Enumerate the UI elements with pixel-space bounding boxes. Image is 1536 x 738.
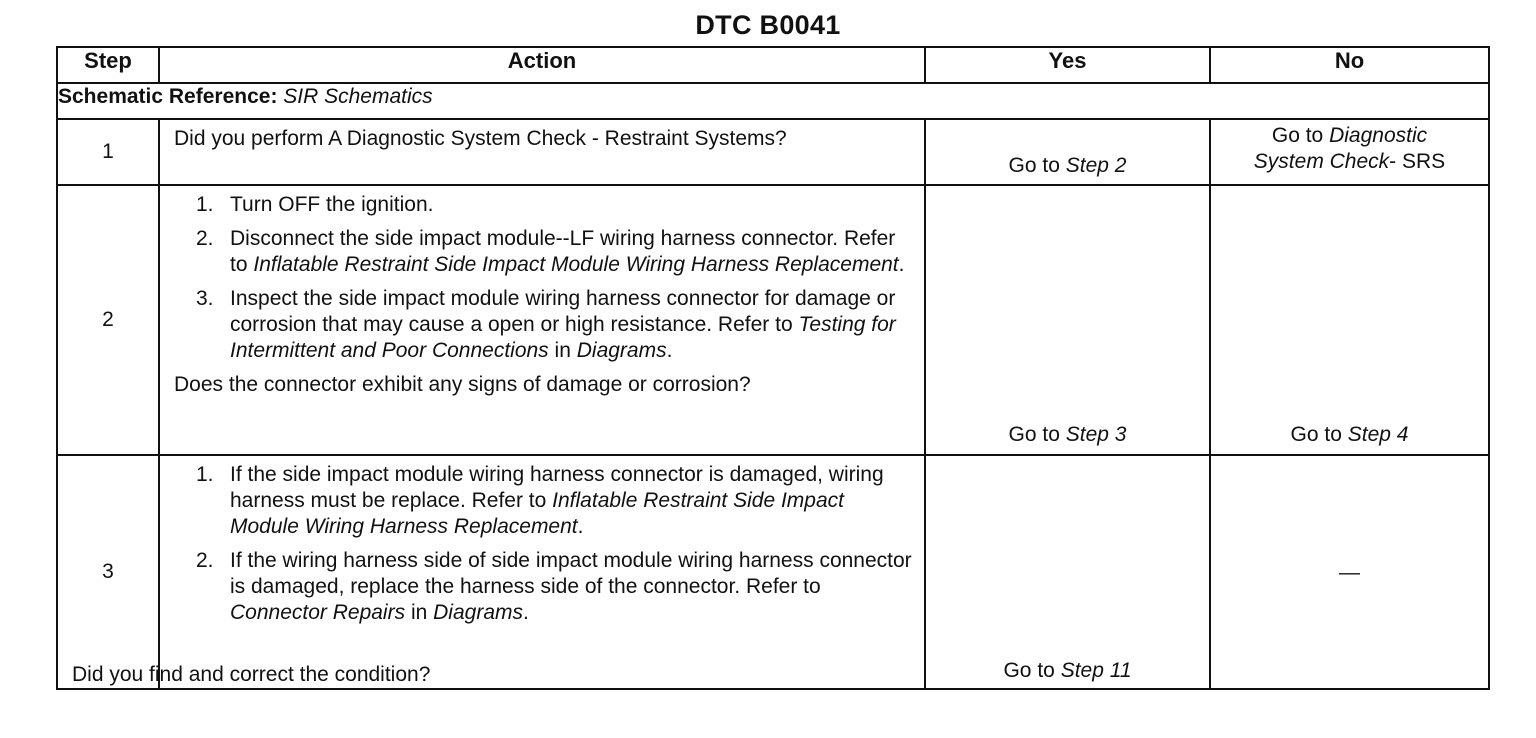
no-cell	[1210, 185, 1489, 455]
reference-link[interactable]: Connector Repairs	[230, 601, 406, 624]
col-header-no: No	[1210, 47, 1489, 83]
dtc-table	[56, 46, 1490, 690]
col-header-yes: Yes	[925, 47, 1210, 83]
step-question: Does the connector exhibit any signs of damage or corrosion?	[174, 373, 751, 396]
col-header-action: Action	[159, 47, 925, 83]
action-cell	[159, 119, 925, 185]
page-title: DTC B0041	[695, 10, 841, 40]
sub-step-list	[174, 192, 916, 364]
sub-step-list	[174, 462, 916, 626]
list-item: 3. Inspect the side impact module wiring harness connector for damage or corrosion that may cause a open or high resistance. Refer to Testing for Intermittent and Poor Connections in Diagrams.	[196, 287, 896, 362]
list-item: 2. Disconnect the side impact module--LF wiring harness connector. Refer to Inflatable Restraint Side Impact Module Wiring Harness Replacement.	[196, 227, 905, 276]
yes-cell	[925, 119, 1210, 185]
reference-link[interactable]: Testing for Intermittent and Poor Connections	[230, 313, 896, 362]
yes-action[interactable]: Go to Step 2	[1008, 154, 1127, 177]
col-header-step: Step	[57, 47, 159, 83]
yes-action[interactable]: Go to Step 11	[1003, 659, 1132, 682]
table-row	[57, 455, 1489, 689]
reference-link[interactable]: Inflatable Restraint Side Impact Module Wiring Harness Replacement	[253, 253, 899, 276]
list-item: 1. If the side impact module wiring harness connector is damaged, wiring harness must be replace. Refer to Inflatable Restraint Side Impact Module Wiring Harness Replacement.	[196, 463, 884, 538]
reference-link[interactable]: Diagrams	[576, 339, 667, 362]
reference-link[interactable]: Diagrams	[433, 601, 523, 624]
yes-cell	[925, 185, 1210, 455]
table-row	[57, 185, 1489, 455]
step-number: 1	[57, 119, 159, 185]
no-action[interactable]: Go to Diagnostic System Check- SRS	[1253, 124, 1446, 173]
step-number: 3	[57, 455, 159, 689]
action-cell	[159, 455, 925, 689]
step-number: 2	[57, 185, 159, 455]
action-cell	[159, 185, 925, 455]
table-row	[57, 119, 1489, 185]
list-item: 1. Turn OFF the ignition.	[196, 193, 434, 216]
header-row	[57, 47, 1489, 83]
yes-action[interactable]: Go to Step 3	[1008, 423, 1127, 446]
schematic-reference-label: Schematic Reference:	[58, 85, 278, 108]
schematic-reference	[57, 83, 1489, 119]
schematic-reference-row	[57, 83, 1489, 119]
schematic-reference-link[interactable]: SIR Schematics	[283, 85, 433, 108]
no-action-dash: —	[1339, 561, 1360, 584]
reference-link[interactable]: Inflatable Restraint Side Impact Module Wiring Harness Replacement	[230, 489, 844, 538]
no-cell	[1210, 455, 1489, 689]
list-item: 2. If the wiring harness side of side impact module wiring harness connector is damaged, replace the harness side of the connector. Refer to Connector Repairs in Diagrams.	[196, 549, 912, 624]
no-cell	[1210, 119, 1489, 185]
yes-cell	[925, 455, 1210, 689]
step-question: Did you perform A Diagnostic System Check - Restraint Systems?	[174, 127, 787, 150]
no-action[interactable]: Go to Step 4	[1290, 423, 1409, 446]
step-question: Did you find and correct the condition?	[72, 663, 431, 686]
